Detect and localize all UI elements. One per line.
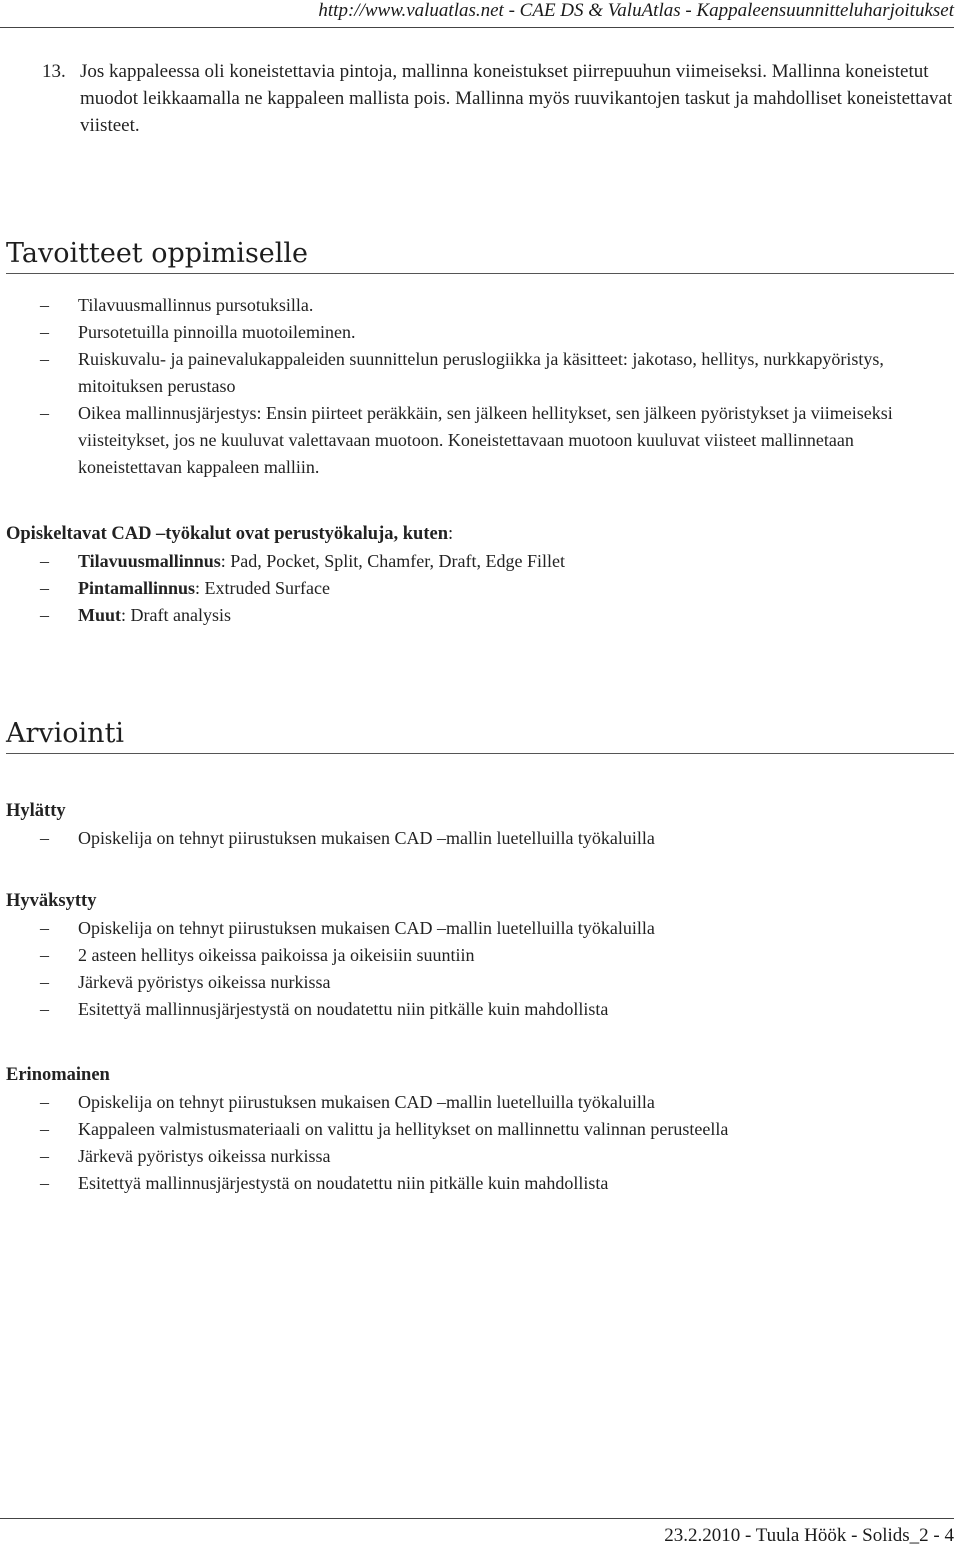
passed-title: Hyväksytty <box>6 891 97 911</box>
goals-list <box>40 292 954 481</box>
list-item: – 2 asteen hellitys oikeissa paikoissa ja oikeisiin suuntiin <box>40 945 475 965</box>
step-13 <box>42 58 954 139</box>
page-footer <box>0 1518 954 1549</box>
step-number: 13. <box>42 61 66 82</box>
excellent-title: Erinomainen <box>6 1065 110 1085</box>
list-item: – Kappaleen valmistusmateriaali on valittu ja hellitykset on mallinnettu valinnan perusteella <box>40 1119 729 1139</box>
list-item: – Ruiskuvalu- ja painevalukappaleiden suunnittelun peruslogiikka ja käsitteet: jakotaso, hellitys, nurkkapyöristys, mitoituksen perustaso <box>40 349 884 396</box>
failed-title: Hylätty <box>6 801 66 821</box>
goals-heading: Tavoitteet oppimiselle <box>6 238 954 274</box>
footer-text: 23.2.2010 - Tuula Höök - Solids_2 - 4 <box>664 1525 954 1546</box>
list-item: – Opiskelija on tehnyt piirustuksen mukaisen CAD –mallin luetelluilla työkaluilla <box>40 1092 655 1112</box>
list-item: – Muut: Draft analysis <box>40 605 231 625</box>
header-url: http://www.valuatlas.net - CAE DS & ValuAtlas - Kappaleensuunnitteluharjoitukset <box>318 0 954 21</box>
list-item: – Tilavuusmallinnus pursotuksilla. <box>40 295 314 315</box>
list-item: – Pursotetuilla pinnoilla muotoileminen. <box>40 322 356 342</box>
page-header <box>0 0 954 28</box>
list-item: – Esitettyä mallinnusjärjestystä on noudatettu niin pitkälle kuin mahdollista <box>40 1173 609 1193</box>
passed-list <box>40 915 954 1023</box>
assessment-heading: Arviointi <box>6 718 954 754</box>
list-item: – Järkevä pyöristys oikeissa nurkissa <box>40 972 331 992</box>
list-item: – Opiskelija on tehnyt piirustuksen mukaisen CAD –mallin luetelluilla työkaluilla <box>40 918 655 938</box>
list-item: – Opiskelija on tehnyt piirustuksen mukaisen CAD –mallin luetelluilla työkaluilla <box>40 828 655 848</box>
list-item: – Oikea mallinnusjärjestys: Ensin piirteet peräkkäin, sen jälkeen hellitykset, sen jälkeen pyöristykset ja viimeiseksi viisteitykset, jos ne kuuluvat valettavaan muotoon. Koneistettavaan muotoon kuuluvat viisteet mallinnetaan koneistettavan kappaleen malliin. <box>40 403 893 477</box>
list-item: – Tilavuusmallinnus: Pad, Pocket, Split, Chamfer, Draft, Edge Fillet <box>40 551 565 571</box>
excellent-list <box>40 1089 954 1197</box>
tools-intro: Opiskeltavat CAD –työkalut ovat perustyökaluja, kuten: <box>6 524 454 544</box>
step-text: Jos kappaleessa oli koneistettavia pintoja, mallinna koneistukset piirrepuuhun viimeiseksi. Mallinna koneistetut muodot leikkaamalla ne kappaleen mallista pois. Mallinna myös ruuvikantojen taskut ja mahdolliset koneistettavat viisteet. <box>80 61 953 136</box>
list-item: – Esitettyä mallinnusjärjestystä on noudatettu niin pitkälle kuin mahdollista <box>40 999 609 1019</box>
tools-list <box>40 548 954 629</box>
list-item: – Järkevä pyöristys oikeissa nurkissa <box>40 1146 331 1166</box>
list-item: – Pintamallinnus: Extruded Surface <box>40 578 330 598</box>
failed-list <box>40 825 954 852</box>
